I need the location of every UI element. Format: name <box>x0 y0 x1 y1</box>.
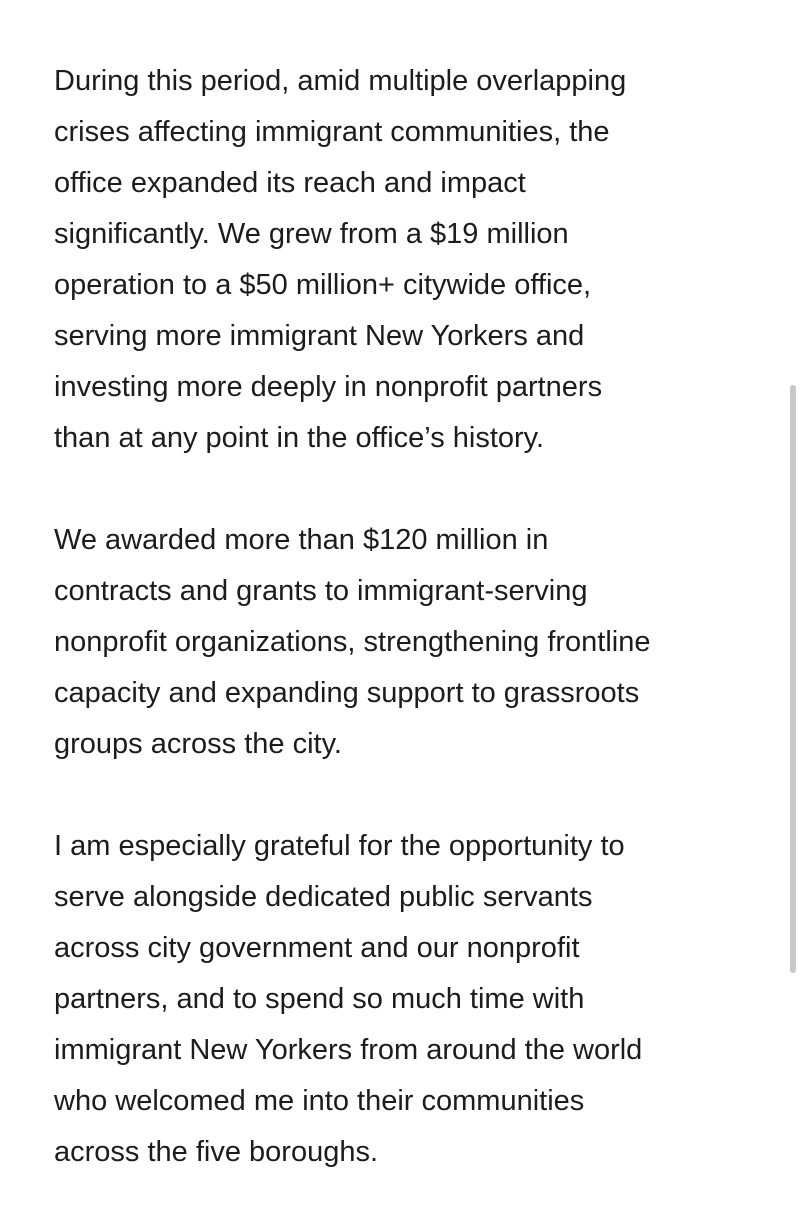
text-line: crises affecting immigrant communities, the <box>54 116 610 148</box>
text-line: nonprofit organizations, strengthening frontline <box>54 626 651 658</box>
text-line: office expanded its reach and impact <box>54 167 526 199</box>
text-line: We awarded more than $120 million in <box>54 524 549 556</box>
paragraph-growth <box>54 56 754 464</box>
text-line: investing more deeply in nonprofit partners <box>54 371 603 403</box>
text-line: capacity and expanding support to grassroots <box>54 677 640 709</box>
paragraph-gratitude <box>54 821 754 1178</box>
text-line: than at any point in the office’s history. <box>54 422 545 454</box>
text-line: During this period, amid multiple overlapping <box>54 65 627 97</box>
text-line: I am especially grateful for the opportunity to <box>54 830 625 862</box>
text-line: serving more immigrant New Yorkers and <box>54 320 585 352</box>
text-line: who welcomed me into their communities <box>54 1085 585 1117</box>
paragraph-grants <box>54 515 754 770</box>
scrollbar-thumb[interactable] <box>790 385 796 973</box>
text-line: groups across the city. <box>54 728 342 760</box>
text-line: partners, and to spend so much time with <box>54 983 585 1015</box>
text-line: contracts and grants to immigrant-serving <box>54 575 588 607</box>
text-line: across the five boroughs. <box>54 1136 379 1168</box>
document-body <box>54 56 754 1229</box>
text-line: across city government and our nonprofit <box>54 932 580 964</box>
text-line: serve alongside dedicated public servants <box>54 881 593 913</box>
text-line: significantly. We grew from a $19 million <box>54 218 569 250</box>
text-line: operation to a $50 million+ citywide office, <box>54 269 592 301</box>
text-line: immigrant New Yorkers from around the world <box>54 1034 643 1066</box>
